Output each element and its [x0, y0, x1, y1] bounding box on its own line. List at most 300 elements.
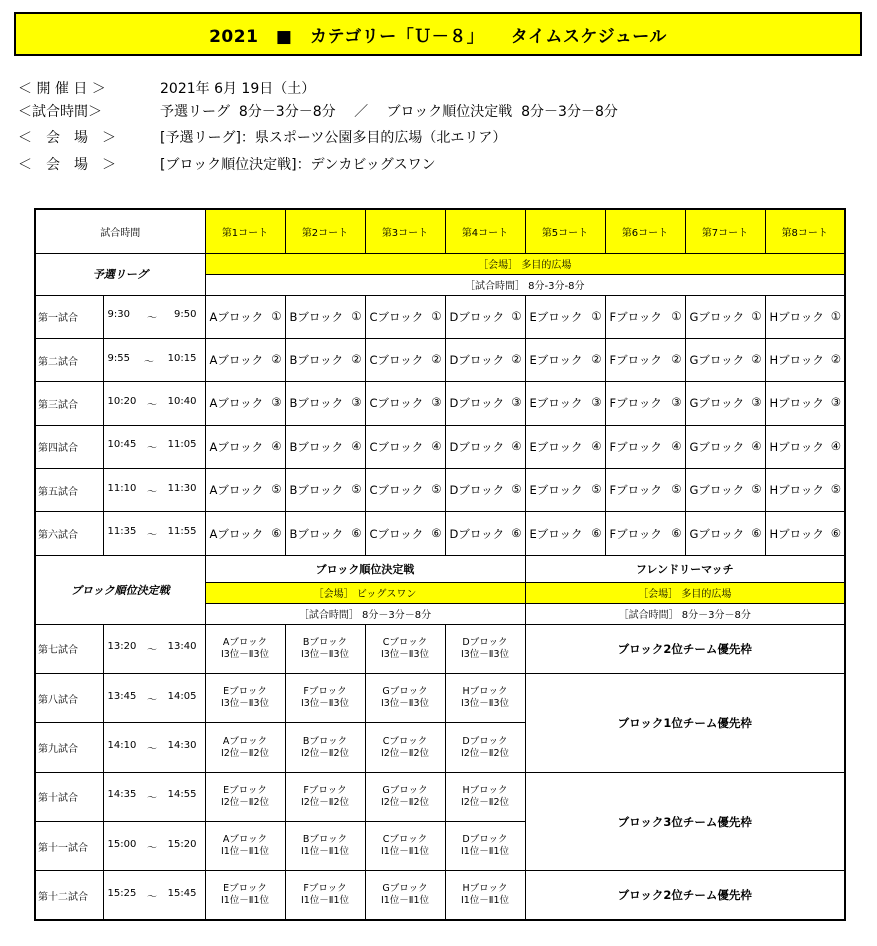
end-time: 13:40: [167, 641, 197, 653]
round-number: ⑤: [751, 482, 762, 497]
block-name: Fブロック: [609, 483, 662, 498]
prelim-cell: [205, 382, 285, 425]
block-assignment: [686, 352, 765, 368]
block-name: Cブロック: [369, 439, 424, 454]
prelim-cell: [205, 469, 285, 512]
round-number: ⑤: [431, 482, 442, 497]
block-name: Cブロック: [382, 834, 428, 846]
round-number: ③: [351, 395, 362, 410]
rank-pairing: Ⅰ2位－Ⅱ2位: [460, 747, 510, 759]
block-name: Aブロック: [222, 834, 268, 846]
round-number: ③: [431, 395, 442, 410]
block-assignment: [606, 439, 685, 455]
end-time: 11:05: [167, 439, 197, 451]
block-name: Hブロック: [462, 784, 508, 796]
block-name: Cブロック: [369, 353, 424, 368]
block-assignment: [606, 482, 685, 498]
prelim-cell: [605, 469, 685, 512]
final-format: ［試合時間］ 8分－3分－8分: [205, 603, 525, 624]
round-number: ②: [431, 352, 442, 367]
rank-pairing: Ⅰ3位－Ⅱ3位: [380, 698, 430, 710]
final-cell: [285, 674, 365, 723]
start-time: 13:45: [107, 690, 137, 702]
block-name: Eブロック: [223, 784, 267, 796]
rank-pairing: Ⅰ3位－Ⅱ3位: [220, 698, 270, 710]
block-name: Bブロック: [302, 735, 348, 747]
rank-pairing: Ⅰ2位－Ⅱ2位: [220, 796, 270, 808]
block-assignment: [686, 526, 765, 542]
match-label: 第四試合: [35, 425, 103, 468]
rank-pairing: Ⅰ2位－Ⅱ2位: [380, 747, 430, 759]
prelim-cell: [365, 382, 445, 425]
prelim-cell: [365, 512, 445, 555]
final-cell: [285, 624, 365, 673]
schedule-table: [34, 208, 846, 921]
prelim-cell: [445, 295, 525, 338]
round-number: ⑥: [591, 525, 602, 540]
final-cell: [445, 871, 525, 920]
block-name: Bブロック: [289, 526, 344, 541]
round-number: ④: [351, 438, 362, 453]
block-name: Cブロック: [382, 636, 428, 648]
block-name: Dブロック: [449, 439, 505, 454]
schedule-body: [35, 209, 845, 920]
rank-pairing: Ⅰ1位－Ⅱ1位: [220, 895, 270, 907]
block-name: Bブロック: [289, 309, 344, 324]
end-time: 10:15: [167, 352, 197, 364]
round-number: ④: [511, 438, 522, 453]
time-cell: [103, 772, 205, 821]
info-venue-final: [18, 155, 436, 175]
prelim-cell: [605, 295, 685, 338]
match-label: 第十試合: [35, 772, 103, 821]
time-cell: [103, 723, 205, 772]
info-label: ＜ 会 場 ＞: [18, 130, 116, 146]
final-cell: [205, 772, 285, 821]
court-header: 第8コート: [765, 209, 845, 253]
block-name: Aブロック: [222, 735, 268, 747]
prelim-cell: [445, 382, 525, 425]
end-time: 14:30: [167, 740, 197, 752]
block-name: Dブロック: [449, 483, 505, 498]
block-name: Eブロック: [529, 439, 583, 454]
round-number: ④: [830, 438, 841, 453]
rank-pairing: Ⅰ1位－Ⅱ1位: [460, 846, 510, 858]
block-assignment: [206, 352, 285, 368]
prelim-cell: [445, 338, 525, 381]
block-assignment: [446, 482, 525, 498]
block-name: Fブロック: [609, 526, 662, 541]
block-name: Fブロック: [609, 439, 662, 454]
block-name: Bブロック: [302, 834, 348, 846]
match-label: 第五試合: [35, 469, 103, 512]
prelim-cell: [205, 295, 285, 338]
tilde: ～: [147, 891, 157, 903]
block-assignment: [286, 439, 365, 455]
friendly-slot: ブロック2位チーム優先枠: [525, 871, 845, 920]
block-assignment: [766, 526, 845, 542]
round-number: ②: [591, 352, 602, 367]
block-assignment: [766, 309, 845, 325]
block-name: Bブロック: [289, 483, 344, 498]
round-number: ②: [751, 352, 762, 367]
prelim-cell: [605, 382, 685, 425]
round-number: ③: [591, 395, 602, 410]
start-time: 15:25: [107, 887, 137, 899]
time-range: [104, 789, 205, 804]
block-assignment: [526, 352, 605, 368]
time-cell: [103, 624, 205, 673]
time-cell: [103, 871, 205, 920]
rank-pairing: Ⅰ1位－Ⅱ1位: [300, 846, 350, 858]
start-time: 9:55: [107, 352, 130, 364]
block-name: Gブロック: [382, 883, 428, 895]
prelim-venue: ［会場］ 多目的広場: [205, 253, 845, 274]
round-number: ②: [671, 352, 682, 367]
final-cell: [445, 772, 525, 821]
block-name: Cブロック: [369, 396, 424, 411]
block-assignment: [526, 309, 605, 325]
block-name: Fブロック: [609, 309, 662, 324]
info-label: ＜ 開 催 日 ＞: [18, 81, 106, 97]
round-number: ④: [431, 438, 442, 453]
round-number: ④: [271, 438, 282, 453]
block-name: Hブロック: [769, 353, 824, 368]
prelim-cell: [445, 425, 525, 468]
title-banner: [14, 12, 862, 56]
page-title: 2021 ■ カテゴリー「Ｕ－８」 タイムスケジュール: [209, 26, 667, 47]
final-cell: [205, 674, 285, 723]
round-number: ④: [591, 438, 602, 453]
prelim-cell: [285, 338, 365, 381]
prelim-cell: [685, 295, 765, 338]
round-number: ⑥: [511, 525, 522, 540]
time-range: [104, 483, 205, 498]
block-assignment: [366, 482, 445, 498]
prelim-cell: [765, 295, 845, 338]
match-label: 第一試合: [35, 295, 103, 338]
round-number: ③: [271, 395, 282, 410]
final-cell: [365, 822, 445, 871]
block-name: Dブロック: [449, 526, 505, 541]
rank-pairing: Ⅰ2位－Ⅱ2位: [460, 796, 510, 808]
court-header: 第7コート: [685, 209, 765, 253]
prelim-cell: [685, 382, 765, 425]
block-assignment: [766, 482, 845, 498]
prelim-cell: [525, 338, 605, 381]
tilde: ～: [147, 694, 157, 706]
block-assignment: [366, 309, 445, 325]
block-name: Aブロック: [209, 396, 264, 411]
rank-pairing: Ⅰ2位－Ⅱ2位: [380, 796, 430, 808]
info-date: [18, 79, 315, 99]
tilde: ～: [147, 486, 157, 498]
friendly-slot: ブロック3位チーム優先枠: [525, 772, 845, 871]
rank-pairing: Ⅰ3位－Ⅱ3位: [460, 648, 510, 660]
block-name: Eブロック: [223, 686, 267, 698]
round-number: ②: [271, 352, 282, 367]
end-time: 14:55: [167, 789, 197, 801]
block-name: Aブロック: [209, 353, 264, 368]
time-cell: [103, 822, 205, 871]
block-assignment: [286, 526, 365, 542]
prelim-cell: [365, 338, 445, 381]
block-name: Hブロック: [462, 686, 508, 698]
round-number: ①: [271, 308, 282, 323]
round-number: ①: [511, 308, 522, 323]
time-range: [104, 691, 205, 706]
final-cell: [205, 624, 285, 673]
rank-pairing: Ⅰ1位－Ⅱ1位: [300, 895, 350, 907]
block-name: Cブロック: [369, 483, 424, 498]
final-cell: [445, 674, 525, 723]
block-assignment: [686, 439, 765, 455]
rank-pairing: Ⅰ2位－Ⅱ2位: [220, 747, 270, 759]
final-title: ブロック順位決定戦: [205, 555, 525, 582]
tilde: ～: [147, 842, 157, 854]
round-number: ①: [830, 308, 841, 323]
info-venue-prelim: [18, 128, 506, 148]
block-assignment: [606, 395, 685, 411]
prelim-cell: [605, 338, 685, 381]
round-number: ⑥: [271, 525, 282, 540]
final-cell: [365, 871, 445, 920]
round-number: ②: [511, 352, 522, 367]
rank-pairing: Ⅰ3位－Ⅱ3位: [380, 648, 430, 660]
block-name: Gブロック: [382, 686, 428, 698]
round-number: ③: [671, 395, 682, 410]
end-time: 15:45: [167, 887, 197, 899]
round-number: ④: [751, 438, 762, 453]
match-label: 第八試合: [35, 674, 103, 723]
block-name: Fブロック: [609, 353, 662, 368]
block-name: Cブロック: [369, 526, 424, 541]
tilde: ～: [143, 356, 154, 368]
round-number: ①: [751, 308, 762, 323]
block-name: Dブロック: [462, 735, 508, 747]
rank-pairing: Ⅰ2位－Ⅱ2位: [300, 747, 350, 759]
block-name: Dブロック: [449, 353, 505, 368]
match-label: 第三試合: [35, 382, 103, 425]
prelim-cell: [365, 425, 445, 468]
prelim-cell: [445, 469, 525, 512]
block-assignment: [286, 352, 365, 368]
friendly-format: ［試合時間］ 8分－3分－8分: [525, 603, 845, 624]
rank-pairing: Ⅰ1位－Ⅱ1位: [220, 846, 270, 858]
prelim-cell: [285, 295, 365, 338]
prelim-cell: [205, 512, 285, 555]
section-title-final: ブロック順位決定戦: [35, 555, 205, 624]
time-cell: [103, 512, 205, 555]
prelim-cell: [285, 425, 365, 468]
rank-pairing: Ⅰ3位－Ⅱ3位: [300, 698, 350, 710]
block-assignment: [686, 395, 765, 411]
prelim-cell: [525, 469, 605, 512]
start-time: 11:10: [107, 482, 137, 494]
block-assignment: [366, 526, 445, 542]
end-time: 15:20: [167, 838, 197, 850]
court-header: 第2コート: [285, 209, 365, 253]
end-time: 10:40: [167, 395, 197, 407]
prelim-cell: [685, 338, 765, 381]
block-name: Aブロック: [209, 309, 264, 324]
start-time: 10:20: [107, 395, 137, 407]
block-name: Hブロック: [462, 883, 508, 895]
block-assignment: [206, 439, 285, 455]
prelim-cell: [445, 512, 525, 555]
block-name: Eブロック: [529, 526, 583, 541]
block-assignment: [286, 482, 365, 498]
block-name: Dブロック: [449, 309, 505, 324]
round-number: ⑤: [351, 482, 362, 497]
block-name: Gブロック: [689, 483, 745, 498]
rank-pairing: Ⅰ1位－Ⅱ1位: [380, 846, 430, 858]
match-label: 第七試合: [35, 624, 103, 673]
round-number: ①: [351, 308, 362, 323]
tilde: ～: [147, 399, 157, 411]
round-number: ②: [830, 352, 841, 367]
block-assignment: [446, 526, 525, 542]
block-name: Gブロック: [689, 309, 745, 324]
block-name: Aブロック: [222, 636, 268, 648]
prelim-cell: [765, 512, 845, 555]
block-name: Eブロック: [529, 309, 583, 324]
prelim-format: ［試合時間］ 8分-3分-8分: [205, 274, 845, 295]
info-label: ＜ 会 場 ＞: [18, 157, 116, 173]
block-name: Gブロック: [689, 396, 745, 411]
info-label: ＜試合時間＞: [18, 104, 102, 120]
end-time: 14:05: [167, 690, 197, 702]
prelim-cell: [765, 425, 845, 468]
round-number: ⑤: [591, 482, 602, 497]
block-name: Fブロック: [303, 784, 347, 796]
match-label: 第二試合: [35, 338, 103, 381]
round-number: ⑥: [671, 525, 682, 540]
round-number: ⑥: [830, 525, 841, 540]
block-assignment: [206, 526, 285, 542]
info-value: 予選リーグ 8分－3分－8分 ／ ブロック順位決定戦 8分－3分－8分: [160, 104, 618, 120]
court-header: 第4コート: [445, 209, 525, 253]
final-cell: [365, 772, 445, 821]
tilde: ～: [147, 313, 157, 325]
prelim-cell: [365, 295, 445, 338]
round-number: ⑥: [431, 525, 442, 540]
block-name: Bブロック: [289, 353, 344, 368]
block-name: Hブロック: [769, 439, 824, 454]
block-assignment: [606, 526, 685, 542]
court-header: 第5コート: [525, 209, 605, 253]
end-time: 11:55: [167, 526, 197, 538]
block-name: Fブロック: [609, 396, 662, 411]
tilde: ～: [147, 744, 157, 756]
block-assignment: [366, 395, 445, 411]
info-value: [予選リーグ]：県スポーツ公園多目的広場（北エリア）: [160, 130, 507, 146]
info-value: [ブロック順位決定戦]：デンカビッグスワン: [160, 157, 436, 173]
block-name: Gブロック: [689, 353, 745, 368]
round-number: ⑤: [271, 482, 282, 497]
time-cell: [103, 469, 205, 512]
rank-pairing: Ⅰ3位－Ⅱ3位: [460, 698, 510, 710]
rank-pairing: Ⅰ2位－Ⅱ2位: [300, 796, 350, 808]
prelim-cell: [605, 512, 685, 555]
start-time: 10:45: [107, 439, 137, 451]
final-cell: [285, 871, 365, 920]
time-range: [104, 888, 205, 903]
block-name: Eブロック: [529, 396, 583, 411]
end-time: 9:50: [174, 309, 197, 321]
block-name: Dブロック: [462, 636, 508, 648]
final-cell: [285, 822, 365, 871]
start-time: 13:20: [107, 641, 137, 653]
block-assignment: [526, 482, 605, 498]
prelim-cell: [765, 469, 845, 512]
start-time: 15:00: [107, 838, 137, 850]
rank-pairing: Ⅰ3位－Ⅱ3位: [220, 648, 270, 660]
prelim-cell: [525, 382, 605, 425]
tilde: ～: [147, 645, 157, 657]
time-range: [104, 526, 205, 541]
round-number: ⑤: [511, 482, 522, 497]
round-number: ①: [671, 308, 682, 323]
round-number: ③: [511, 395, 522, 410]
block-assignment: [766, 439, 845, 455]
final-cell: [445, 723, 525, 772]
round-number: ⑤: [671, 482, 682, 497]
prelim-cell: [285, 512, 365, 555]
round-number: ③: [830, 395, 841, 410]
time-range: [104, 740, 205, 755]
prelim-cell: [525, 512, 605, 555]
tilde: ～: [147, 793, 157, 805]
block-name: Hブロック: [769, 309, 824, 324]
final-cell: [445, 822, 525, 871]
final-cell: [205, 723, 285, 772]
prelim-cell: [285, 382, 365, 425]
round-number: ④: [671, 438, 682, 453]
round-number: ②: [351, 352, 362, 367]
final-cell: [205, 871, 285, 920]
final-venue: ［会場］ ビッグスワン: [205, 582, 525, 603]
round-number: ①: [431, 308, 442, 323]
block-assignment: [526, 439, 605, 455]
time-cell: [103, 674, 205, 723]
block-assignment: [286, 309, 365, 325]
block-name: Hブロック: [769, 483, 824, 498]
block-assignment: [446, 309, 525, 325]
prelim-cell: [205, 338, 285, 381]
final-cell: [285, 772, 365, 821]
tilde: ～: [147, 530, 157, 542]
block-name: Hブロック: [769, 526, 824, 541]
block-assignment: [526, 395, 605, 411]
block-assignment: [686, 482, 765, 498]
court-header: 第3コート: [365, 209, 445, 253]
block-assignment: [526, 526, 605, 542]
time-range: [104, 641, 205, 656]
block-name: Hブロック: [769, 396, 824, 411]
prelim-cell: [525, 425, 605, 468]
court-header: 第6コート: [605, 209, 685, 253]
block-name: Dブロック: [449, 396, 505, 411]
block-assignment: [686, 309, 765, 325]
rank-pairing: Ⅰ1位－Ⅱ1位: [380, 895, 430, 907]
rank-pairing: Ⅰ1位－Ⅱ1位: [460, 895, 510, 907]
prelim-cell: [765, 382, 845, 425]
match-label: 第六試合: [35, 512, 103, 555]
block-name: Cブロック: [382, 735, 428, 747]
block-assignment: [766, 395, 845, 411]
friendly-title: フレンドリーマッチ: [525, 555, 845, 582]
